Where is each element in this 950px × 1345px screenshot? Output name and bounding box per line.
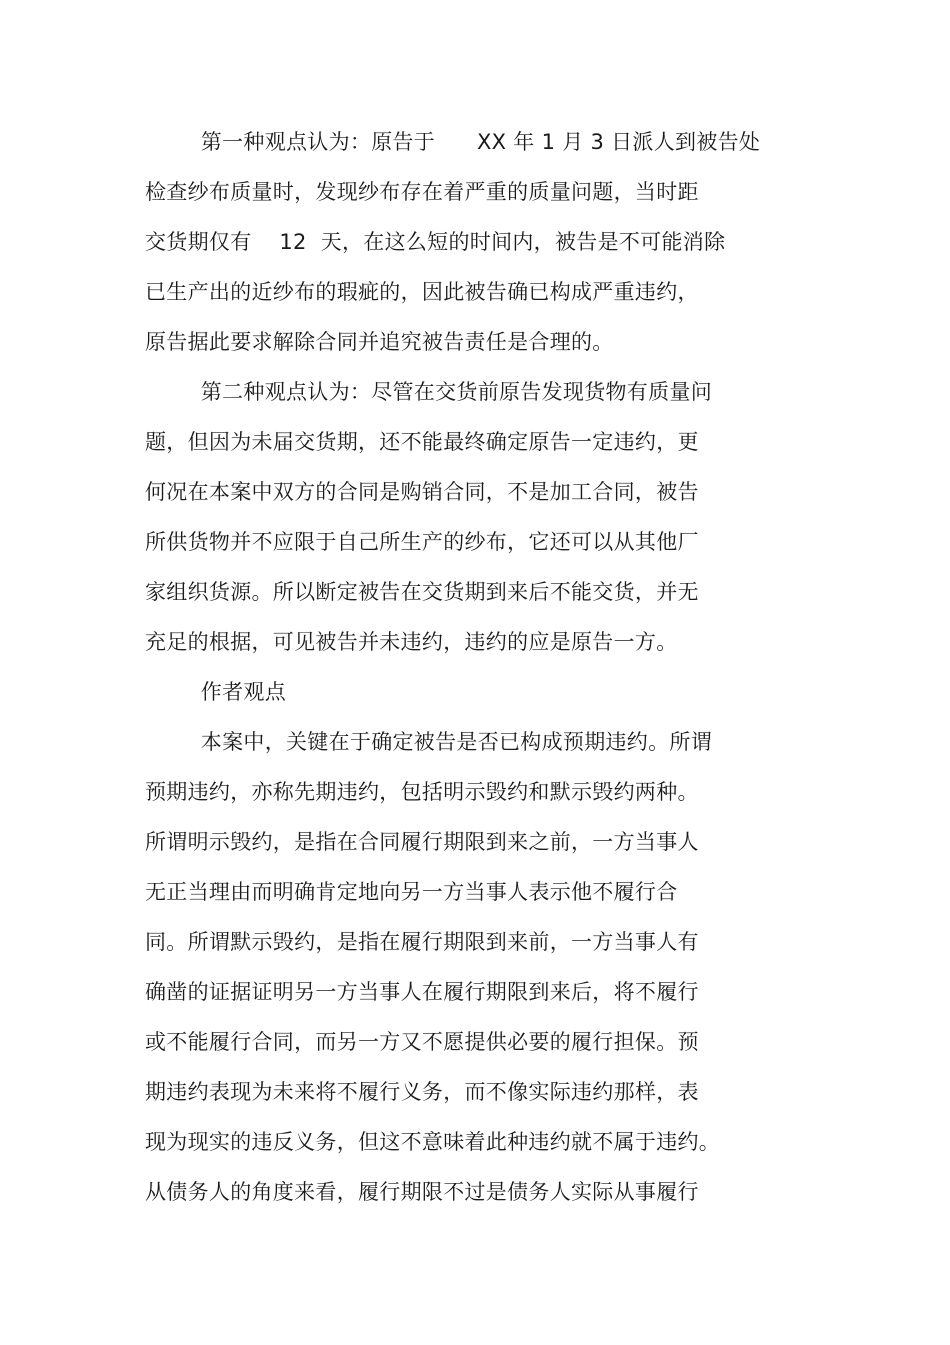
text-line: 交货期仅有 12 天，在这么短的时间内，被告是不可能消除: [145, 230, 726, 254]
text-line: 所谓明示毁约，是指在合同履行期限到来之前，一方当事人: [145, 830, 699, 854]
text-line: 检查纱布质量时，发现纱布存在着严重的质量问题，当时距: [145, 180, 699, 204]
text-line: 从债务人的角度来看，履行期限不过是债务人实际从事履行: [145, 1180, 699, 1204]
text-line: 本案中，关键在于确定被告是否已构成预期违约。所谓: [145, 730, 712, 754]
text-line: 确凿的证据证明另一方当事人在履行期限到来后，将不履行: [145, 980, 699, 1004]
text-line: 已生产出的近纱布的瑕疵的，因此被告确已构成严重违约，: [145, 280, 699, 304]
text-line: 期违约表现为未来将不履行义务，而不像实际违约那样，表: [145, 1080, 699, 1104]
text-line: 充足的根据，可见被告并未违约，违约的应是原告一方。: [145, 630, 678, 654]
text-line: 题，但因为未届交货期，还不能最终确定原告一定违约，更: [145, 430, 699, 454]
text-line: 现为现实的违反义务，但这不意味着此种违约就不属于违约。: [145, 1130, 721, 1154]
text-line: 家组织货源。所以断定被告在交货期到来后不能交货，并无: [145, 580, 699, 604]
section-heading: 作者观点: [145, 680, 287, 704]
text-line: 原告据此要求解除合同并追究被告责任是合理的。: [145, 330, 614, 354]
text-line: 或不能履行合同，而另一方又不愿提供必要的履行担保。预: [145, 1030, 699, 1054]
text-line: 同。所谓默示毁约，是指在履行期限到来前，一方当事人有: [145, 930, 699, 954]
text-line: 何况在本案中双方的合同是购销合同，不是加工合同，被告: [145, 480, 699, 504]
text-line: 所供货物并不应限于自己所生产的纱布，它还可以从其他厂: [145, 530, 699, 554]
text-line: 预期违约，亦称先期违约，包括明示毁约和默示毁约两种。: [145, 780, 699, 804]
text-line: 第二种观点认为：尽管在交货前原告发现货物有质量问: [145, 380, 712, 404]
text-line: 第一种观点认为：原告于 XX 年 1 月 3 日派人到被告处: [145, 130, 761, 154]
text-line: 无正当理由而明确肯定地向另一方当事人表示他不履行合: [145, 880, 678, 904]
